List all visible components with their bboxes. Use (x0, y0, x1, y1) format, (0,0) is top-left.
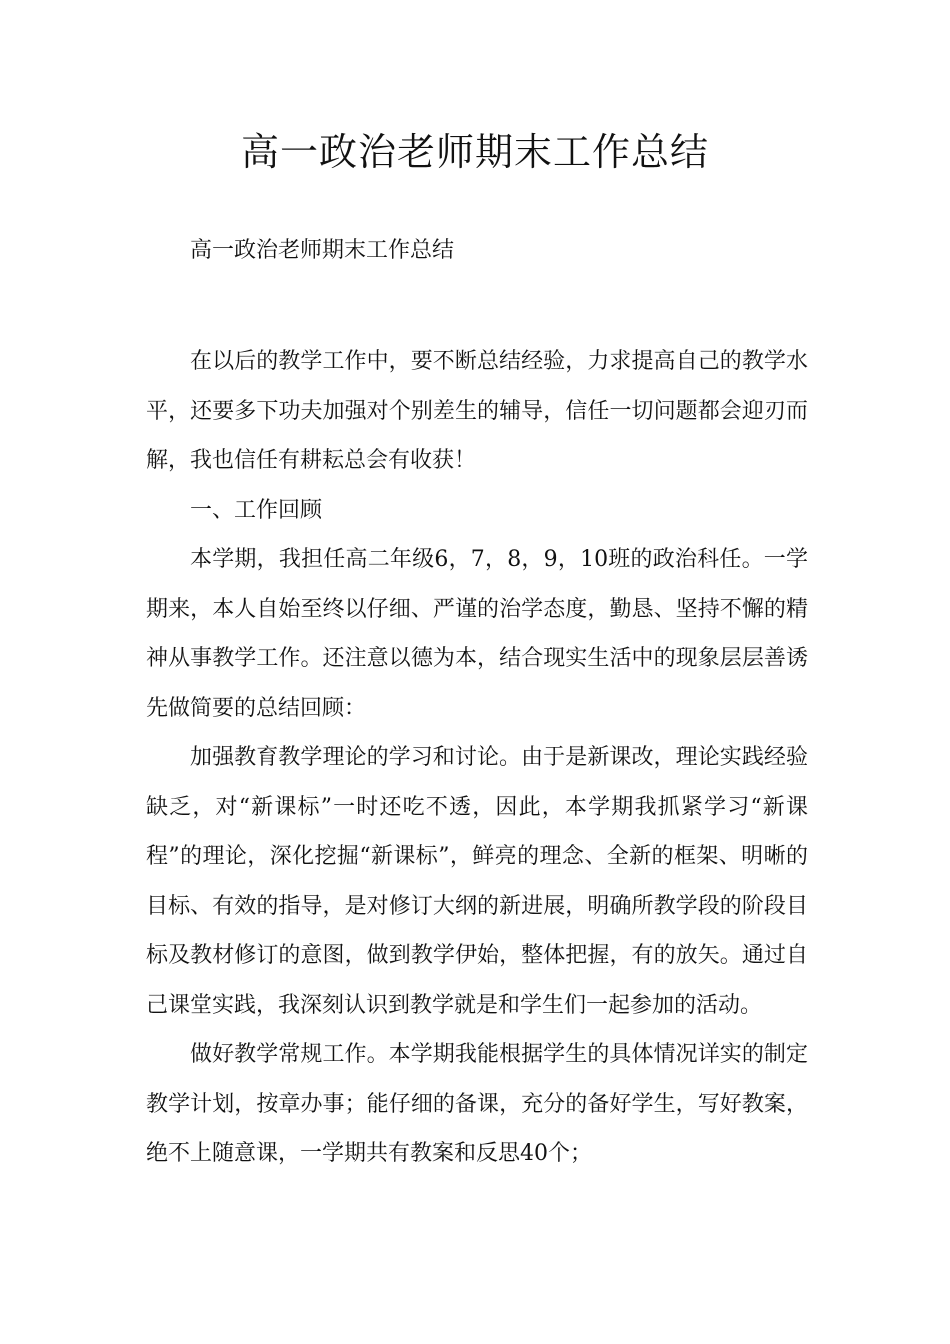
document-title: 高一政治老师期末工作总结 (240, 130, 709, 174)
document-subtitle: 高一政治老师期末工作总结 (190, 238, 455, 263)
paragraph-theory-study: 加强教育教学理论的学习和讨论。由于是新课改，理论实践经验缺乏，对“新课标”一时还吃不透，因此，本学期我抓紧学习“新课程”的理论，深化挖掘“新课标”，鲜亮的理念、全新的框架、明晰的目标、有效的指导，是对修订大纲的新进展，明确所教学段的阶段目标及教材修订的意图，做到教学伊始，整体把握，有的放矢。通过自己课堂实践，我深刻认识到教学就是和学生们一起参加的活动。 (146, 745, 808, 1018)
paragraph-teaching-routine: 做好教学常规工作。本学期我能根据学生的具体情况详实的制定教学计划，按章办事；能仔细的备课，充分的备好学生，写好教案，绝不上随意课，一学期共有教案和反思40个； (146, 1042, 808, 1166)
paragraph-semester-overview: 本学期，我担任高二年级6，7，8，9，10班的政治科任。一学期来，本人自始至终以仔细、严谨的治学态度，勤恳、坚持不懈的精神从事教学工作。还注意以德为本，结合现实生活中的现象层层善诱先做简要的总结回顾： (146, 547, 808, 721)
document-body (146, 337, 808, 1179)
section-heading-work-review: 一、工作回顾 (190, 497, 323, 523)
paragraph-closing-remarks: 在以后的教学工作中，要不断总结经验，力求提高自己的教学水平，还要多下功夫加强对个别差生的辅导，信任一切问题都会迎刃而解，我也信任有耕耘总会有收获！ (146, 349, 808, 473)
